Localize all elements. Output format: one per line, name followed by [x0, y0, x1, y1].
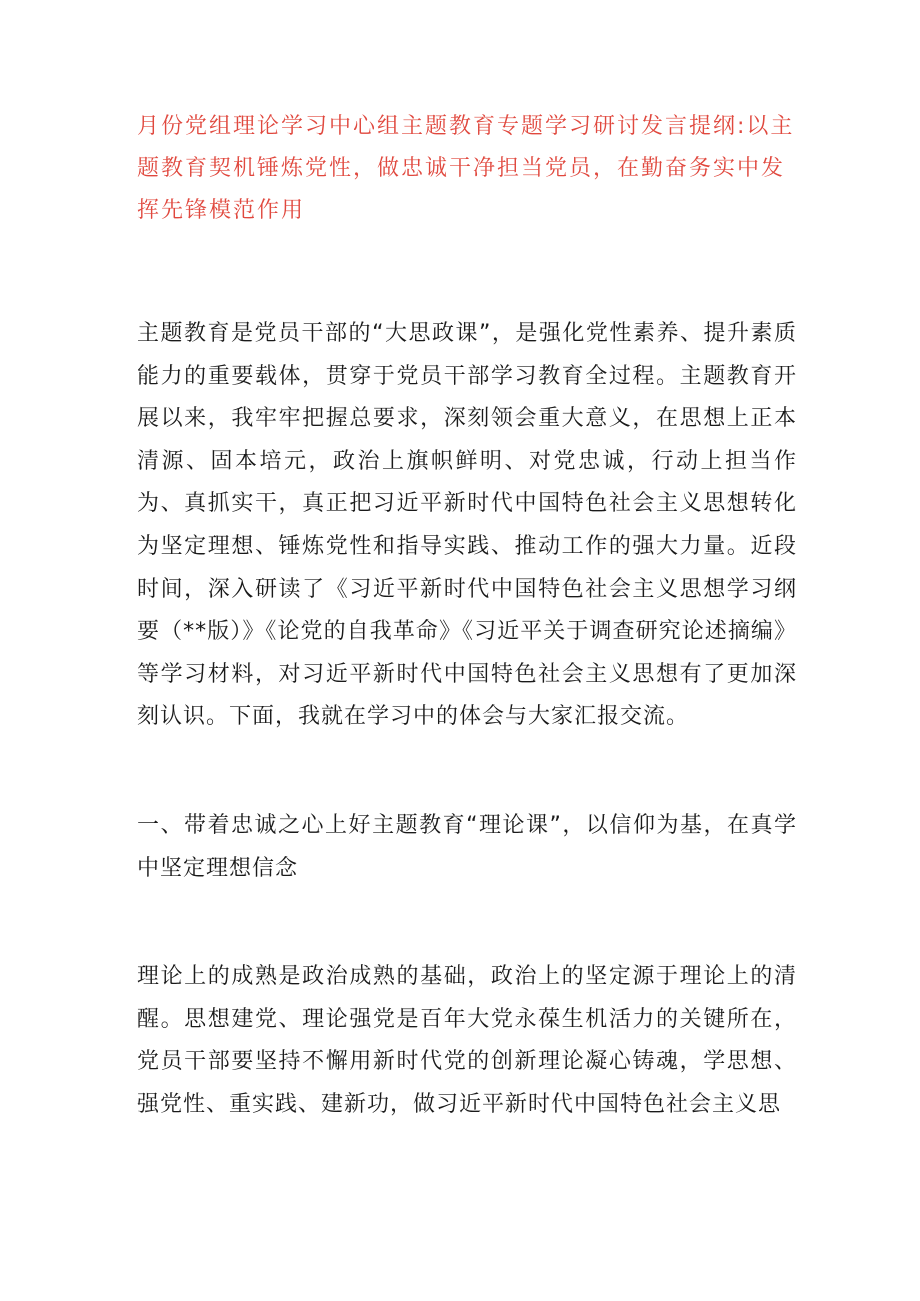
section-1-heading: 一、带着忠诚之心上好主题教育“理论课”，以信仰为基，在真学中坚定理想信念 [137, 812, 797, 881]
document-title: 月份党组理论学习中心组主题教育专题学习研讨发言提纲:以主题教育契机锤炼党性，做忠诚干净担当党员，在勤奋务实中发挥先锋模范作用 [137, 114, 795, 223]
section-1-paragraph: 理论上的成熟是政治成熟的基础，政治上的坚定源于理论上的清醒。思想建党、理论强党是百年大党永葆生机活力的关键所在，党员干部要坚持不懈用新时代党的创新理论凝心铸魂，学思想、强党性、重实践、建新功，做习近平新时代中国特色社会主义思 [137, 964, 797, 1117]
document-content [137, 106, 797, 1127]
spacer [137, 890, 797, 956]
spacer [137, 232, 797, 313]
intro-paragraph: 主题教育是党员干部的“大思政课”，是强化党性素养、提升素质能力的重要载体，贯穿于党员干部学习教育全过程。主题教育开展以来，我牢牢把握总要求，深刻领会重大意义，在思想上正本清源、固本培元，政治上旗帜鲜明、对党忠诚，行动上担当作为、真抓实干，真正把习近平新时代中国特色社会主义思想转化为坚定理想、锤炼党性和指导实践、推动工作的强大力量。近段时间，深入研读了《习近平新时代中国特色社会主义思想学习纲要（**版）》《论党的自我革命》《习近平关于调查研究论述摘编》等学习材料，对习近平新时代中国特色社会主义思想有了更加深刻认识。下面，我就在学习中的体会与大家汇报交流。 [137, 321, 797, 730]
spacer [137, 739, 797, 805]
